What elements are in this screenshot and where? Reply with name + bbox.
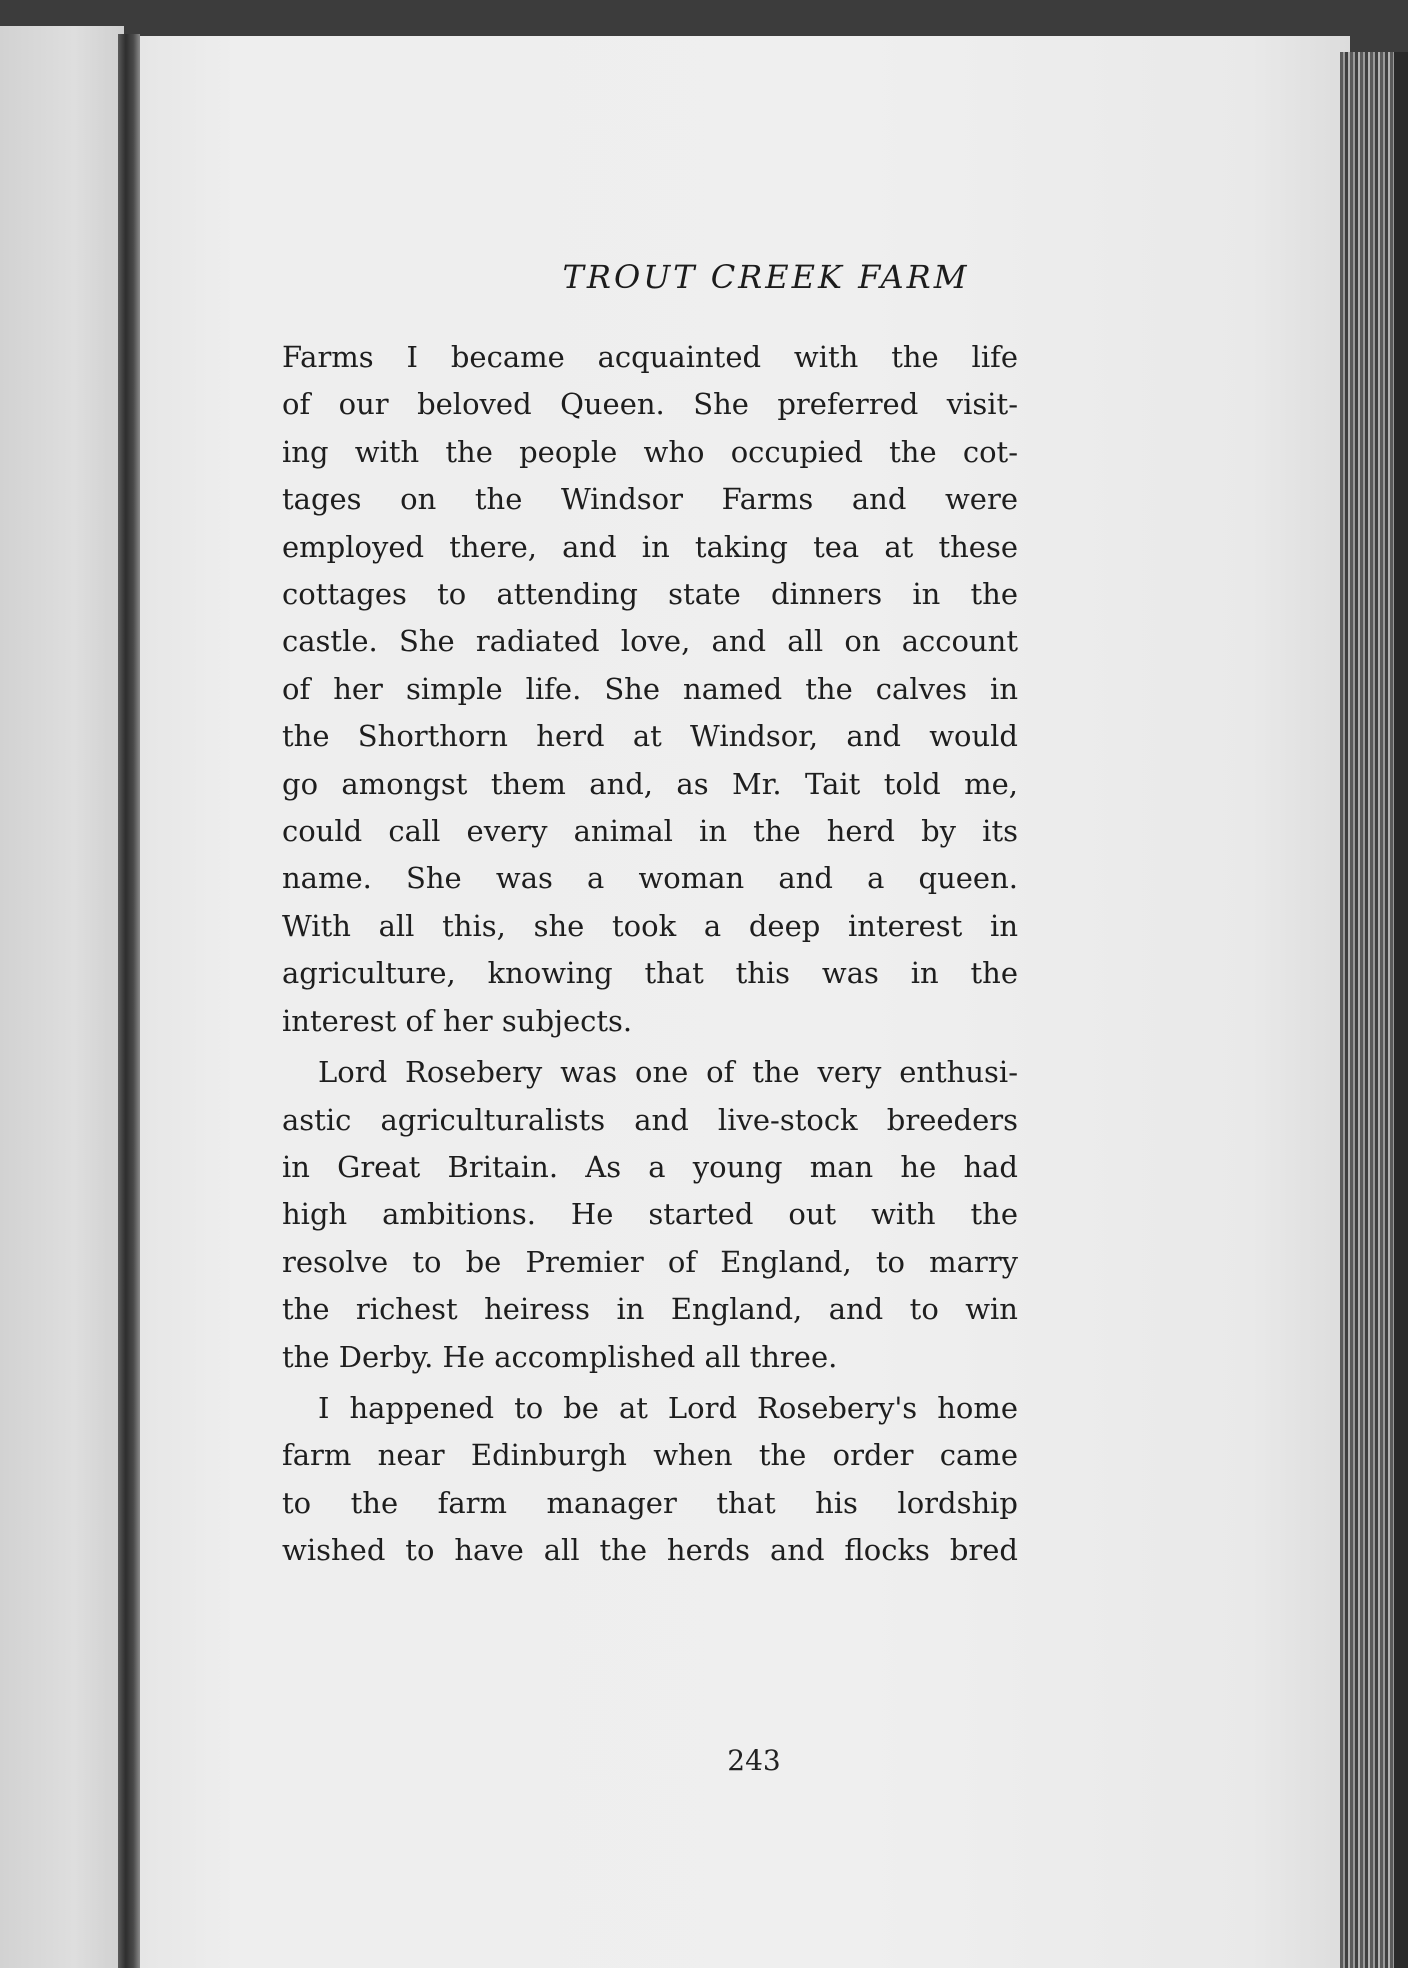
text-line: farm near Edinburgh when the order came [282, 1438, 1018, 1473]
paragraph-3 [282, 1385, 1018, 1575]
text-line: high ambitions. He started out with the [282, 1197, 1018, 1232]
text-line: agriculture, knowing that this was in the [282, 956, 1018, 991]
paragraph-2 [282, 1049, 1018, 1381]
text-line: in Great Britain. As a young man he had [282, 1149, 1018, 1184]
text-line: name. She was a woman and a queen. [282, 861, 1018, 896]
text-line: the Derby. He accomplished all three. [282, 1339, 838, 1374]
previous-page-edge [0, 26, 124, 1968]
text-line: astic agriculturalists and live-stock breeders [282, 1102, 1018, 1137]
text-line: to the farm manager that his lordship [282, 1485, 1018, 1520]
text-line: the richest heiress in England, and to win [282, 1292, 1018, 1327]
text-line: I happened to be at Lord Rosebery's home [318, 1390, 1018, 1425]
paragraph-1 [282, 334, 1018, 1045]
text-line: employed there, and in taking tea at these [282, 529, 1018, 564]
page-number [140, 1744, 1352, 1777]
running-head-text: TROUT CREEK FARM [562, 258, 970, 296]
body-text [282, 334, 1018, 1575]
running-head [140, 258, 1352, 296]
text-line: Lord Rosebery was one of the very enthusi- [318, 1055, 1018, 1090]
text-line: interest of her subjects. [282, 1003, 633, 1038]
text-line: ing with the people who occupied the cot- [282, 434, 1018, 469]
text-line: could call every animal in the herd by its [282, 814, 1018, 849]
book-binding [118, 34, 140, 1968]
page-stack-edges [1340, 52, 1408, 1968]
text-line: castle. She radiated love, and all on account [282, 624, 1018, 659]
text-line: resolve to be Premier of England, to marry [282, 1244, 1018, 1279]
text-line: With all this, she took a deep interest in [282, 908, 1018, 943]
page-number-text: 243 [727, 1744, 781, 1777]
text-line: of her simple life. She named the calves in [282, 671, 1018, 706]
text-line: wished to have all the herds and flocks bred [282, 1533, 1018, 1568]
text-line: Farms I became acquainted with the life [282, 340, 1018, 374]
text-line: the Shorthorn herd at Windsor, and would [282, 719, 1018, 754]
text-line: of our beloved Queen. She preferred visit- [282, 387, 1018, 422]
text-line: tages on the Windsor Farms and were [282, 482, 1018, 517]
text-line: go amongst them and, as Mr. Tait told me, [282, 766, 1018, 801]
text-line: cottages to attending state dinners in the [282, 577, 1018, 612]
